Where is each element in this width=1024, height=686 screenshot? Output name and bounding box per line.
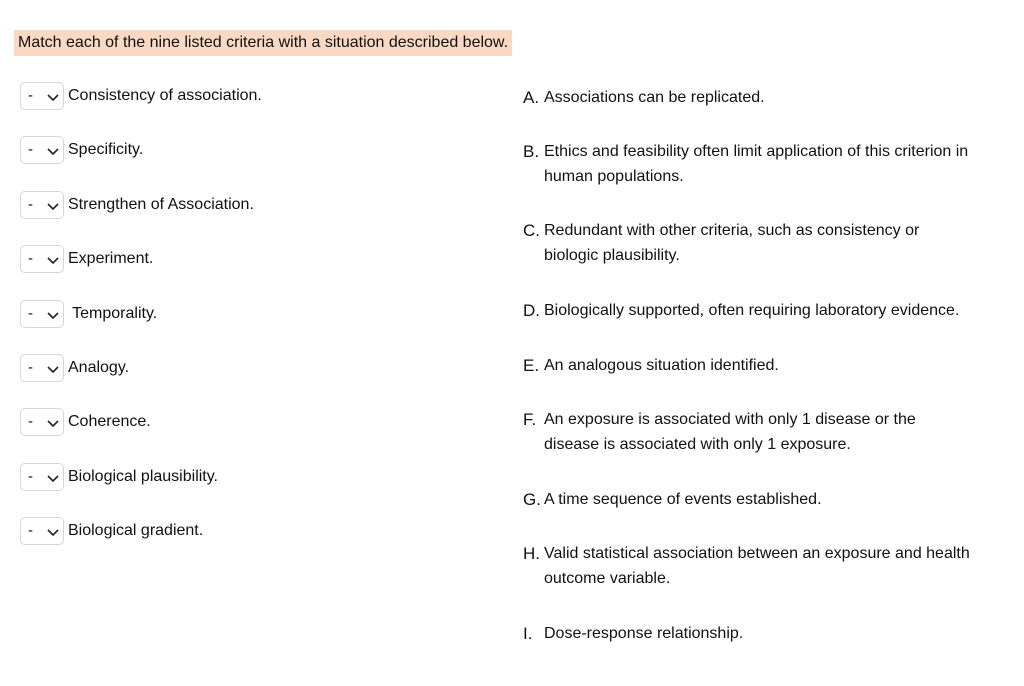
select-value: - [28,250,33,268]
criterion-row-gradient [20,517,490,571]
answer-g [523,487,1013,512]
answer-text: Redundant with other criteria, such as consistency or biologic plausibility. [544,222,920,264]
answer-h [523,541,1013,591]
criteria-list [20,82,490,572]
criterion-select-specificity[interactable] [20,136,64,164]
criterion-label: Biological plausibility. [68,467,218,485]
criterion-row-temporality [20,300,490,354]
criterion-select-coherence[interactable] [20,408,64,436]
chevron-down-icon [46,144,60,158]
answer-e [523,353,1013,378]
answer-letter: F. [523,410,537,429]
select-value: - [28,358,33,376]
answer-letter: D. [523,301,540,320]
criterion-row-specificity [20,136,490,190]
answer-b [523,139,1013,189]
answer-letter: C. [523,221,540,240]
answer-c [523,218,1013,268]
criterion-row-experiment [20,245,490,299]
answer-text: A time sequence of events established. [544,491,822,508]
select-value: - [28,467,33,485]
answer-letter: H. [523,544,540,563]
chevron-down-icon [46,308,60,322]
criterion-select-analogy[interactable] [20,354,64,382]
chevron-down-icon [46,90,60,104]
criterion-label: Consistency of association. [68,87,262,104]
criterion-row-coherence [20,408,490,462]
answer-a [523,85,1013,110]
criterion-select-plausibility[interactable] [20,463,64,491]
answer-text: Associations can be replicated. [544,89,765,106]
answer-text: Ethics and feasibility often limit application of this criterion in human populations. [544,143,969,185]
criterion-label: Strengthen of Association. [68,195,254,213]
answer-text: Valid statistical association between an exposure and health outcome variable. [544,545,970,587]
answer-text: An analogous situation identified. [544,357,779,374]
criterion-label: Specificity. [68,141,144,159]
criterion-select-experiment[interactable] [20,245,64,273]
answer-letter: I. [523,624,533,643]
answer-letter: B. [523,142,540,161]
answer-letter: A. [523,88,540,107]
criterion-label: Biological gradient. [68,522,204,540]
instruction-text: Match each of the nine listed criteria with a situation described below. [14,30,512,56]
select-value: - [28,87,33,104]
criterion-row-consistency [20,82,490,136]
criterion-select-gradient[interactable] [20,517,64,545]
answer-text: An exposure is associated with only 1 disease or the disease is associated with only 1 exposure. [544,411,916,453]
criterion-select-temporality[interactable] [20,300,64,328]
chevron-down-icon [46,471,60,485]
criterion-label: Analogy. [68,358,130,376]
chevron-down-icon [46,199,60,213]
criterion-row-analogy [20,354,490,408]
answer-d [523,298,1013,323]
select-value: - [28,413,33,431]
chevron-down-icon [46,416,60,430]
answer-f [523,407,1013,457]
criterion-row-strength [20,191,490,245]
select-value: - [28,141,33,159]
select-value: - [28,304,33,322]
answer-i [523,621,1013,646]
answer-text: Dose-response relationship. [544,625,744,642]
answer-letter: G. [523,490,541,509]
answer-letter: E. [523,356,540,375]
criterion-label: Coherence. [68,413,151,431]
criterion-select-consistency[interactable] [20,82,64,110]
criterion-label: Experiment. [68,250,154,268]
select-value: - [28,522,33,540]
criterion-row-plausibility [20,463,490,517]
chevron-down-icon [46,362,60,376]
chevron-down-icon [46,525,60,539]
criterion-select-strength[interactable] [20,191,64,219]
criterion-label: Temporality. [68,304,158,322]
select-value: - [28,195,33,213]
chevron-down-icon [46,253,60,267]
answer-text: Biologically supported, often requiring laboratory evidence. [544,302,960,319]
